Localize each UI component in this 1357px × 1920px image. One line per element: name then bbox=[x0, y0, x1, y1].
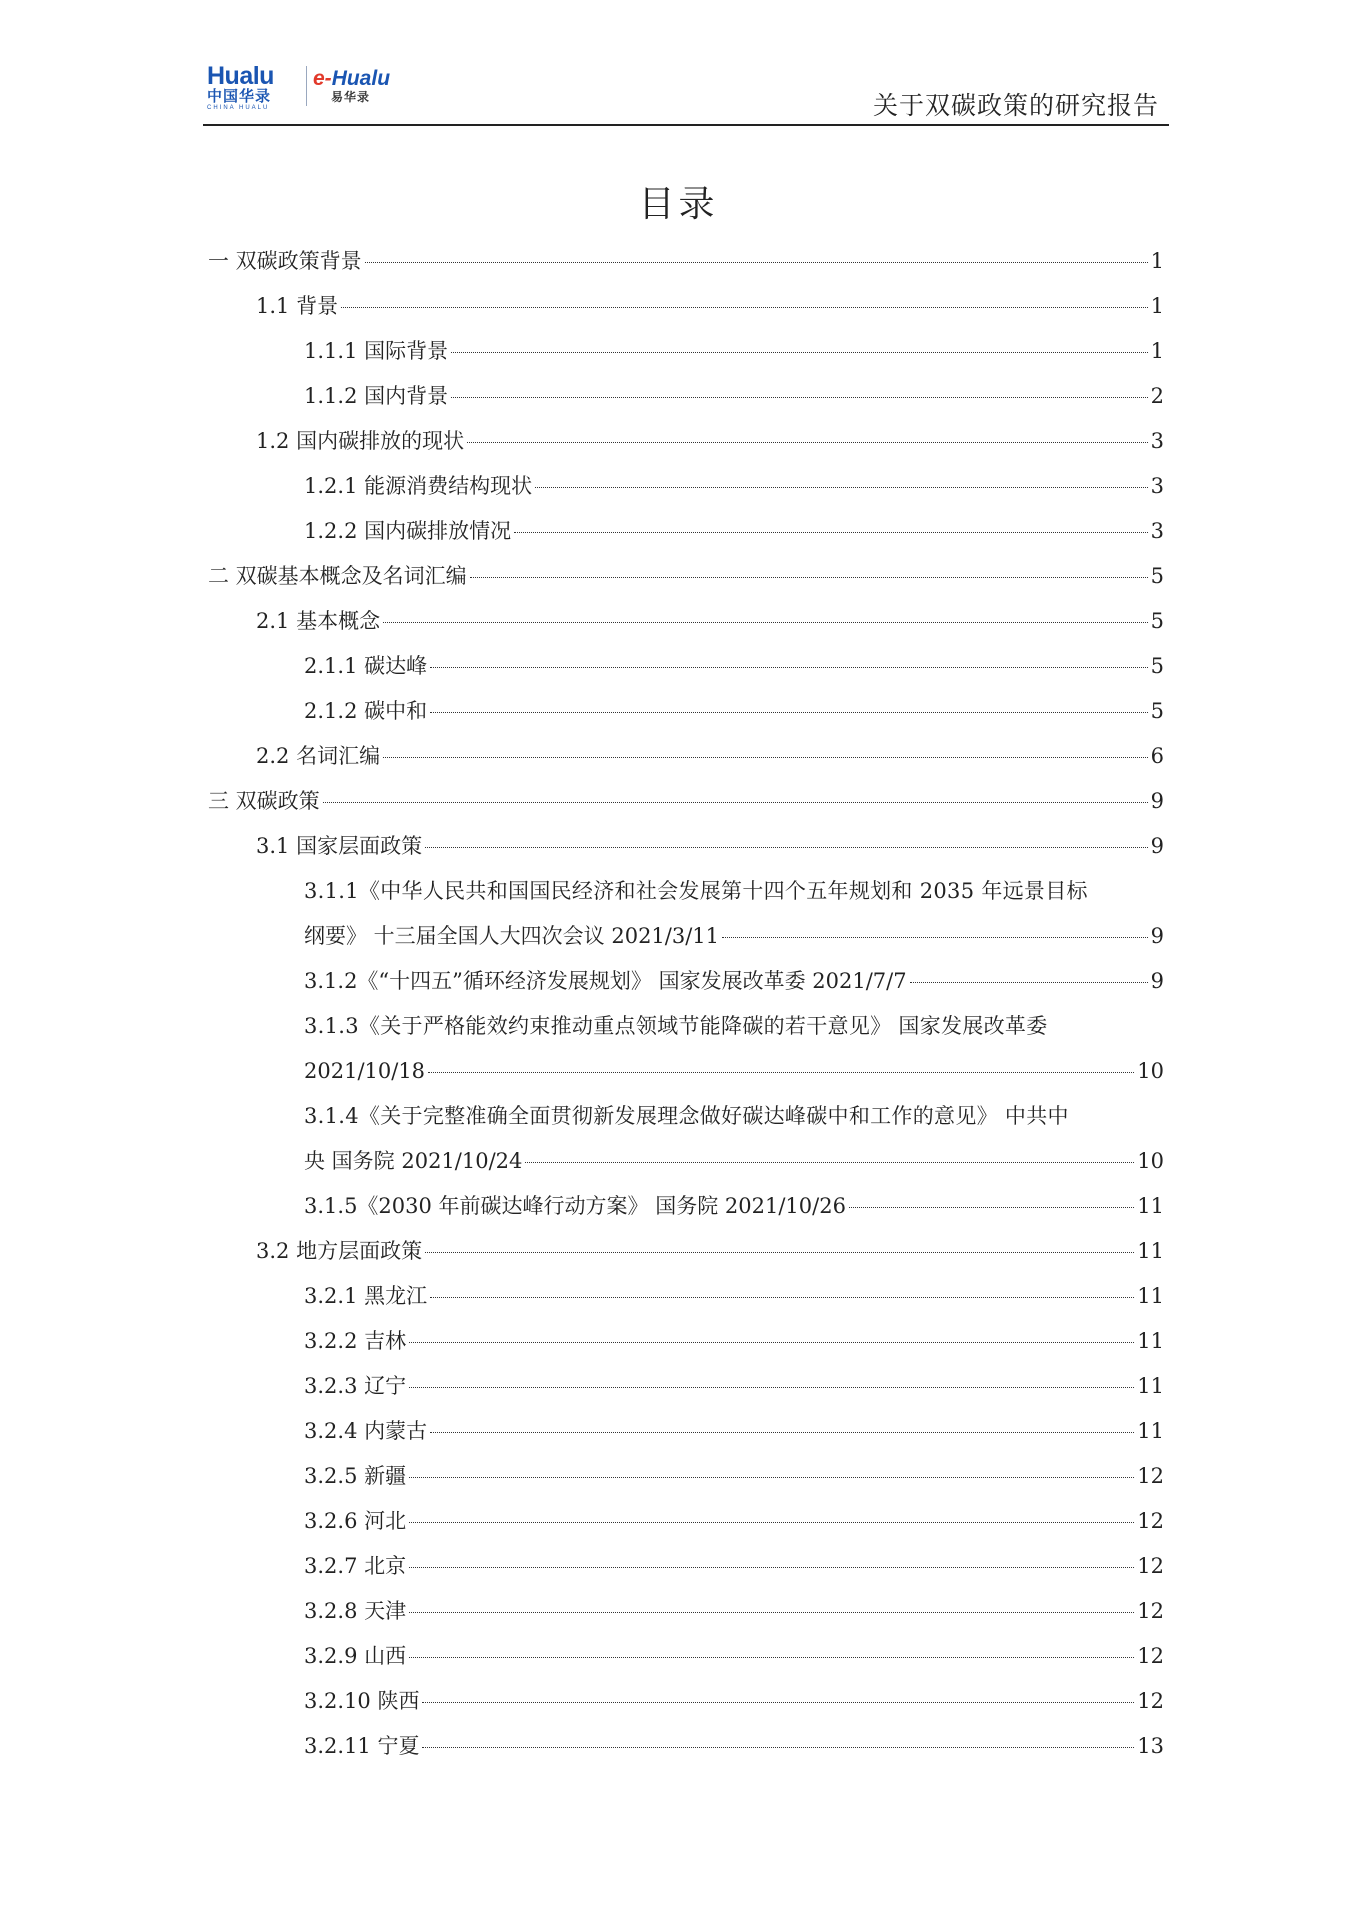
toc-entry[interactable] bbox=[208, 1454, 1164, 1499]
hualu-logo-cn: 中国华录 bbox=[207, 87, 272, 105]
toc-heading: 目录 bbox=[638, 184, 719, 225]
toc-leader-dots bbox=[425, 1252, 1134, 1253]
toc-page-number: 11 bbox=[1137, 1374, 1164, 1398]
toc-page-number: 1 bbox=[1150, 249, 1164, 273]
toc-leader-dots bbox=[365, 262, 1148, 263]
toc-page-number: 12 bbox=[1137, 1644, 1164, 1668]
toc-entry-text: 3.2.9 山西 bbox=[304, 1644, 407, 1668]
ehualu-logo-en: Hualu bbox=[331, 67, 391, 90]
toc-leader-dots bbox=[425, 847, 1148, 848]
toc-entry-text: 3.2.11 宁夏 bbox=[304, 1734, 420, 1758]
toc-entry[interactable] bbox=[208, 1544, 1164, 1589]
toc-entry-text: 2.1.1 碳达峰 bbox=[304, 654, 428, 678]
toc-page-number: 10 bbox=[1137, 1059, 1164, 1083]
toc-leader-dots bbox=[451, 352, 1148, 353]
toc-page-number: 5 bbox=[1150, 609, 1164, 633]
toc-leader-dots bbox=[409, 1522, 1134, 1523]
toc-leader-dots bbox=[409, 1657, 1134, 1658]
toc-entry-text: 1.2 国内碳排放的现状 bbox=[256, 429, 465, 453]
toc-leader-dots bbox=[428, 1072, 1134, 1073]
toc-page-number: 11 bbox=[1137, 1329, 1164, 1353]
ehualu-logo-e: e- bbox=[313, 67, 332, 90]
toc-entry[interactable] bbox=[208, 1319, 1164, 1364]
toc-leader-dots bbox=[409, 1342, 1134, 1343]
toc-entry[interactable] bbox=[208, 419, 1164, 464]
toc-entry-text: 3.2.7 北京 bbox=[304, 1554, 407, 1578]
toc-entry[interactable] bbox=[208, 1679, 1164, 1724]
toc-entry[interactable] bbox=[208, 734, 1164, 779]
toc-leader-dots bbox=[910, 982, 1148, 983]
toc-entry-text: 3.1.4《关于完整准确全面贯彻新发展理念做好碳达峰碳中和工作的意见》 中共中 bbox=[304, 1104, 1069, 1128]
toc-entry[interactable] bbox=[208, 374, 1164, 419]
toc-page-number: 3 bbox=[1150, 474, 1164, 498]
toc-page-number: 6 bbox=[1150, 744, 1164, 768]
toc-leader-dots bbox=[422, 1747, 1134, 1748]
toc-entry[interactable] bbox=[208, 1364, 1164, 1409]
toc-page-number: 9 bbox=[1150, 789, 1164, 813]
toc-page-number: 1 bbox=[1150, 294, 1164, 318]
ehualu-logo-cn: 易华录 bbox=[331, 90, 371, 104]
toc-page-number: 11 bbox=[1137, 1194, 1164, 1218]
toc-page-number: 10 bbox=[1137, 1149, 1164, 1173]
toc-page-number: 12 bbox=[1137, 1554, 1164, 1578]
toc-page-number: 2 bbox=[1150, 384, 1164, 408]
toc-leader-dots bbox=[451, 397, 1148, 398]
toc-entry-text: 二 双碳基本概念及名词汇编 bbox=[208, 564, 467, 588]
toc-leader-dots bbox=[722, 937, 1148, 938]
toc-entry-text: 3.1.1《中华人民共和国国民经济和社会发展第十四个五年规划和 2035 年远景目标 bbox=[304, 879, 1088, 903]
toc-entry[interactable] bbox=[208, 464, 1164, 509]
toc-page-number: 9 bbox=[1150, 969, 1164, 993]
toc-entry-text: 1.1 背景 bbox=[256, 294, 339, 318]
hualu-logo-sub: CHINA HUALU bbox=[207, 105, 270, 111]
toc-entry-text: 3.1.5《2030 年前碳达峰行动方案》 国务院 2021/10/26 bbox=[304, 1194, 846, 1218]
toc-entry[interactable] bbox=[208, 869, 1164, 959]
toc-leader-dots bbox=[535, 487, 1148, 488]
toc-entry[interactable] bbox=[208, 509, 1164, 554]
toc-leader-dots bbox=[430, 1297, 1134, 1298]
toc-entry[interactable] bbox=[208, 1499, 1164, 1544]
toc-entry-text-continued: 纲要》 十三届全国人大四次会议 2021/3/11 bbox=[304, 924, 720, 948]
toc-entry[interactable] bbox=[208, 644, 1164, 689]
toc-entry[interactable] bbox=[208, 689, 1164, 734]
toc-entry-text: 1.1.1 国际背景 bbox=[304, 339, 449, 363]
toc-entry[interactable] bbox=[208, 1634, 1164, 1679]
toc-page-number: 5 bbox=[1150, 564, 1164, 588]
toc-entry-text: 2.1.2 碳中和 bbox=[304, 699, 428, 723]
toc-page-number: 9 bbox=[1150, 834, 1164, 858]
logo-divider bbox=[306, 66, 307, 106]
toc-page-number: 12 bbox=[1137, 1464, 1164, 1488]
toc-page-number: 12 bbox=[1137, 1599, 1164, 1623]
toc-entry[interactable] bbox=[208, 1004, 1164, 1094]
toc-entry[interactable] bbox=[208, 824, 1164, 869]
toc-entry-text-continued: 2021/10/18 bbox=[304, 1059, 426, 1083]
ehualu-logo bbox=[313, 68, 423, 104]
toc-leader-dots bbox=[430, 712, 1148, 713]
toc-leader-dots bbox=[849, 1207, 1134, 1208]
toc-leader-dots bbox=[409, 1477, 1134, 1478]
toc-entry[interactable] bbox=[208, 284, 1164, 329]
toc-entry[interactable] bbox=[208, 1184, 1164, 1229]
toc-entry[interactable] bbox=[208, 1409, 1164, 1454]
toc-leader-dots bbox=[422, 1702, 1134, 1703]
toc-leader-dots bbox=[323, 802, 1148, 803]
toc-page-number: 5 bbox=[1150, 699, 1164, 723]
toc-entry-text: 3.2.10 陕西 bbox=[304, 1689, 420, 1713]
toc-entry[interactable] bbox=[208, 959, 1164, 1004]
toc-entry-text: 3.1.3《关于严格能效约束推动重点领域节能降碳的若干意见》 国家发展改革委 bbox=[304, 1014, 1048, 1038]
toc-leader-dots bbox=[383, 622, 1148, 623]
toc-page-number: 12 bbox=[1137, 1509, 1164, 1533]
toc-leader-dots bbox=[514, 532, 1148, 533]
toc-page-number: 3 bbox=[1150, 429, 1164, 453]
toc-page-number: 3 bbox=[1150, 519, 1164, 543]
toc-leader-dots bbox=[409, 1567, 1134, 1568]
toc-entry-text: 2.1 基本概念 bbox=[256, 609, 381, 633]
toc-entry[interactable] bbox=[208, 1094, 1164, 1184]
toc-leader-dots bbox=[467, 442, 1148, 443]
toc-entry-text: 1.2.1 能源消费结构现状 bbox=[304, 474, 533, 498]
toc-entry[interactable] bbox=[208, 1724, 1164, 1769]
toc-entry[interactable] bbox=[208, 1274, 1164, 1319]
toc-entry-text: 3.2 地方层面政策 bbox=[256, 1239, 423, 1263]
hualu-logo-en: Hualu bbox=[207, 62, 274, 90]
toc-page-number: 11 bbox=[1137, 1239, 1164, 1263]
toc-leader-dots bbox=[409, 1387, 1134, 1388]
toc-leader-dots bbox=[409, 1612, 1134, 1613]
toc-page-number: 11 bbox=[1137, 1419, 1164, 1443]
toc-leader-dots bbox=[470, 577, 1148, 578]
toc-entry-text: 3.2.2 吉林 bbox=[304, 1329, 407, 1353]
toc-entry-text: 1.2.2 国内碳排放情况 bbox=[304, 519, 512, 543]
toc-page-number: 13 bbox=[1137, 1734, 1164, 1758]
toc-leader-dots bbox=[430, 667, 1148, 668]
toc-entry-text: 3.2.3 辽宁 bbox=[304, 1374, 407, 1398]
document-title: 关于双碳政策的研究报告 bbox=[872, 91, 1159, 120]
toc-entry-text: 3.2.1 黑龙江 bbox=[304, 1284, 428, 1308]
toc-page-number: 1 bbox=[1150, 339, 1164, 363]
toc-entry-text: 3.2.4 内蒙古 bbox=[304, 1419, 428, 1443]
hualu-logo bbox=[207, 64, 302, 112]
page-header bbox=[203, 58, 1169, 124]
toc-leader-dots bbox=[430, 1432, 1134, 1433]
toc-entry[interactable] bbox=[208, 239, 1164, 284]
toc-entry-text: 3.2.6 河北 bbox=[304, 1509, 407, 1533]
toc-entry[interactable] bbox=[208, 1229, 1164, 1274]
table-of-contents bbox=[208, 239, 1164, 1769]
toc-entry-text-continued: 央 国务院 2021/10/24 bbox=[304, 1149, 523, 1173]
toc-entry-text: 2.2 名词汇编 bbox=[256, 744, 381, 768]
toc-page-number: 9 bbox=[1150, 924, 1164, 948]
toc-entry-text: 3.2.5 新疆 bbox=[304, 1464, 407, 1488]
toc-page-number: 12 bbox=[1137, 1689, 1164, 1713]
toc-leader-dots bbox=[341, 307, 1148, 308]
toc-entry-text: 1.1.2 国内背景 bbox=[304, 384, 449, 408]
toc-entry-text: 三 双碳政策 bbox=[208, 789, 320, 813]
toc-entry-text: 3.2.8 天津 bbox=[304, 1599, 407, 1623]
toc-page-number: 11 bbox=[1137, 1284, 1164, 1308]
toc-page-number: 5 bbox=[1150, 654, 1164, 678]
toc-entry-text: 3.1 国家层面政策 bbox=[256, 834, 423, 858]
toc-entry[interactable] bbox=[208, 779, 1164, 824]
toc-entry[interactable] bbox=[208, 554, 1164, 599]
header-rule bbox=[203, 124, 1169, 126]
toc-entry[interactable] bbox=[208, 1589, 1164, 1634]
toc-leader-dots bbox=[525, 1162, 1134, 1163]
toc-entry[interactable] bbox=[208, 329, 1164, 374]
toc-entry-text: 一 双碳政策背景 bbox=[208, 249, 362, 273]
toc-leader-dots bbox=[383, 757, 1148, 758]
toc-entry[interactable] bbox=[208, 599, 1164, 644]
toc-entry-text: 3.1.2《“十四五”循环经济发展规划》 国家发展改革委 2021/7/7 bbox=[304, 969, 907, 993]
